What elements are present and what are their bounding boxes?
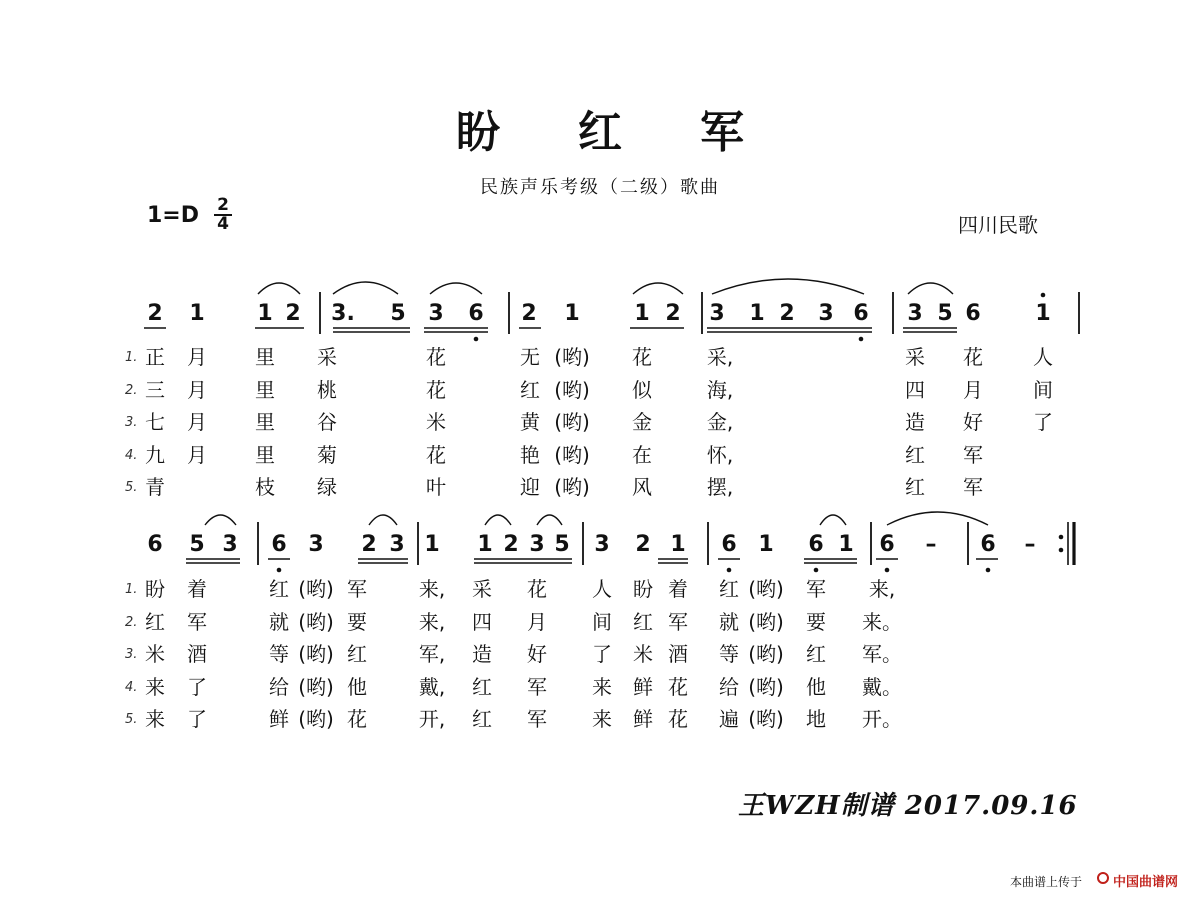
lyric-syllable: 红	[905, 475, 925, 499]
verse-number: 5.	[125, 712, 138, 727]
upload-notice: 本曲谱上传于	[1010, 875, 1083, 889]
lyric-syllable: (哟)	[554, 410, 590, 434]
lyric-syllable: 鲜	[633, 674, 653, 699]
note-6: 5	[390, 301, 406, 326]
note-19: 1	[838, 532, 854, 557]
lyric-syllable: 好	[963, 410, 983, 434]
lyric-syllable: 三	[145, 377, 165, 402]
note-13: 3	[594, 532, 610, 557]
lyric-syllable: 四	[472, 609, 492, 634]
note-5: 3	[308, 532, 324, 557]
lyric-syllable: 里	[255, 345, 275, 369]
low-octave-dot	[474, 337, 479, 342]
repeat-dot	[1059, 548, 1064, 553]
note-1: 2	[147, 301, 163, 326]
slur	[333, 282, 398, 294]
lyric-syllable: 红	[472, 707, 492, 731]
lyric-syllable: 迎	[520, 475, 540, 499]
lyric-syllable: 叶	[426, 475, 446, 499]
lyric-syllable: 无	[520, 345, 540, 369]
lyric-syllable: 花	[668, 707, 688, 731]
lyric-syllable: 花	[426, 345, 446, 369]
lyric-syllable: 他	[347, 674, 367, 699]
lyric-syllable: 等	[269, 642, 289, 666]
note-18: 6	[808, 532, 824, 557]
note-16: 6	[721, 532, 737, 557]
verse-number: 5.	[125, 480, 138, 495]
lyric-syllable: 花	[426, 442, 446, 467]
time-signature-bottom: 4	[217, 214, 229, 234]
lyric-syllable: 人	[1033, 345, 1053, 369]
low-octave-dot	[986, 568, 991, 573]
lyric-syllable: 要	[806, 609, 826, 634]
lyric-syllable: 了	[1033, 410, 1053, 434]
slur	[430, 283, 482, 294]
lyric-syllable: 军	[347, 577, 367, 601]
lyric-syllable: 摆,	[706, 475, 734, 499]
note-1: 6	[147, 532, 163, 557]
repeat-dot	[1059, 535, 1064, 540]
note-3: 3	[222, 532, 238, 557]
verse-number: 3.	[125, 647, 138, 662]
high-octave-dot	[1041, 293, 1046, 298]
lyric-syllable: 采	[317, 345, 337, 369]
note-2: 1	[189, 301, 205, 326]
lyric-syllable: 鲜	[269, 707, 289, 731]
lyric-syllable: 军。	[862, 642, 902, 666]
lyric-syllable: 九	[145, 442, 165, 467]
lyric-syllable: 正	[145, 345, 165, 369]
lyric-syllable: 来,	[418, 577, 446, 601]
note-12: 2	[665, 301, 681, 326]
slur	[908, 283, 953, 294]
note-10: 2	[503, 532, 519, 557]
note-11: 1	[634, 301, 650, 326]
arranger-credit: 王WZH制谱 2017.09.16	[738, 791, 1078, 821]
lyric-syllable: (哟)	[298, 642, 334, 666]
lyric-syllable: 枝	[255, 475, 275, 499]
lyric-syllable: 红	[520, 377, 540, 402]
note-16: 3	[818, 301, 834, 326]
note-8: 6	[468, 301, 484, 326]
time-signature-top: 2	[217, 195, 229, 215]
lyric-syllable: (哟)	[748, 577, 784, 601]
slur	[712, 279, 864, 294]
site-name[interactable]: 中国曲谱网	[1113, 875, 1179, 890]
lyric-syllable: 来。	[862, 609, 902, 634]
lyric-syllable: 桃	[317, 377, 337, 402]
lyric-syllable: 红	[145, 609, 165, 634]
note-5: 3.	[331, 301, 355, 326]
lyric-syllable: 谷	[317, 410, 337, 434]
lyric-syllable: 军,	[418, 642, 446, 666]
lyric-syllable: 红	[806, 642, 826, 666]
lyric-syllable: 里	[255, 410, 275, 434]
lyric-syllable: 酒	[668, 642, 688, 666]
lyric-syllable: 七	[145, 410, 165, 434]
lyric-syllable: 军	[963, 475, 983, 499]
lyric-syllable: 等	[719, 642, 739, 666]
lyric-syllable: 戴,	[418, 674, 446, 699]
note-21: –	[925, 532, 937, 557]
lyric-syllable: 月	[527, 609, 547, 634]
lyric-syllable: 月	[187, 377, 207, 402]
lyric-syllable: 造	[905, 410, 925, 434]
lyric-syllable: 开。	[862, 707, 902, 731]
lyric-syllable: 鲜	[633, 707, 653, 731]
note-12: 5	[554, 532, 570, 557]
note-9: 1	[477, 532, 493, 557]
lyric-syllable: 着	[668, 577, 688, 601]
verse-number: 2.	[125, 614, 138, 630]
lyric-syllable: 四	[905, 377, 925, 402]
lyric-syllable: 金,	[706, 410, 734, 434]
lyric-syllable: (哟)	[554, 442, 590, 467]
lyric-syllable: 米	[145, 642, 165, 666]
lyric-syllable: 风	[632, 475, 652, 499]
lyric-syllable: 菊	[317, 442, 337, 467]
lyric-syllable: 月	[963, 377, 983, 402]
lyric-syllable: (哟)	[748, 707, 784, 731]
song-origin: 四川民歌	[958, 213, 1038, 237]
slur	[205, 515, 236, 525]
note-4: 6	[271, 532, 287, 557]
note-10: 1	[564, 301, 580, 326]
lyric-syllable: 花	[668, 674, 688, 699]
verse-number: 4.	[125, 447, 138, 463]
lyric-syllable: 红	[472, 674, 492, 699]
verse-number: 1.	[125, 350, 138, 365]
low-octave-dot	[814, 568, 819, 573]
lyric-syllable: 米	[426, 410, 446, 434]
note-7: 3	[428, 301, 444, 326]
lyric-syllable: 来	[145, 674, 165, 699]
note-4: 2	[285, 301, 301, 326]
lyric-syllable: 青	[145, 475, 165, 499]
lyric-syllable: 红	[633, 609, 653, 634]
note-17: 6	[853, 301, 869, 326]
note-17: 1	[758, 532, 774, 557]
lyric-syllable: 月	[187, 410, 207, 434]
lyric-syllable: 了	[187, 674, 207, 699]
lyric-syllable: 花	[426, 377, 446, 402]
low-octave-dot	[727, 568, 732, 573]
lyric-syllable: (哟)	[298, 609, 334, 634]
lyric-syllable: 了	[592, 642, 612, 666]
note-15: 1	[670, 532, 686, 557]
note-20: 6	[879, 532, 895, 557]
note-14: 2	[635, 532, 651, 557]
slur	[633, 283, 683, 294]
slur	[485, 515, 511, 525]
lyric-syllable: 金	[632, 410, 652, 434]
lyric-syllable: 军	[527, 707, 547, 731]
verse-number: 2.	[125, 382, 138, 398]
lyric-syllable: 绿	[317, 475, 337, 499]
verse-number: 3.	[125, 415, 138, 430]
lyric-syllable: (哟)	[298, 577, 334, 601]
lyric-syllable: 怀,	[706, 442, 734, 467]
lyric-syllable: (哟)	[748, 674, 784, 699]
lyric-syllable: 给	[719, 674, 739, 699]
lyric-syllable: 花	[632, 345, 652, 369]
lyric-syllable: 就	[269, 609, 289, 634]
lyric-syllable: 采	[472, 577, 492, 601]
lyric-syllable: 黄	[520, 410, 540, 434]
lyric-syllable: 来,	[418, 609, 446, 634]
lyric-syllable: 来	[145, 707, 165, 731]
lyric-syllable: (哟)	[748, 609, 784, 634]
slur	[258, 283, 300, 294]
note-15: 2	[779, 301, 795, 326]
lyric-syllable: 酒	[187, 642, 207, 666]
lyric-syllable: (哟)	[554, 345, 590, 369]
low-octave-dot	[277, 568, 282, 573]
lyric-syllable: 月	[187, 442, 207, 467]
lyric-syllable: 似	[632, 377, 652, 402]
lyric-syllable: 地	[806, 707, 826, 731]
lyric-syllable: (哟)	[554, 377, 590, 402]
song-subtitle: 民族声乐考级（二级）歌曲	[480, 177, 720, 198]
lyric-syllable: 好	[527, 642, 547, 666]
lyric-syllable: 开,	[418, 707, 446, 731]
site-logo-icon	[1097, 872, 1109, 884]
slur	[537, 515, 562, 525]
note-8: 1	[424, 532, 440, 557]
lyric-syllable: 盼	[145, 577, 165, 601]
lyric-syllable: 采,	[706, 345, 734, 369]
note-7: 3	[389, 532, 405, 557]
lyric-syllable: 来,	[868, 577, 896, 601]
note-3: 1	[257, 301, 273, 326]
lyric-syllable: 艳	[520, 442, 540, 467]
lyric-syllable: 军	[187, 609, 207, 634]
lyric-syllable: 采	[905, 345, 925, 369]
lyric-syllable: 里	[255, 442, 275, 467]
lyric-syllable: 花	[963, 345, 983, 369]
note-2: 5	[189, 532, 205, 557]
slur	[887, 512, 988, 525]
low-octave-dot	[885, 568, 890, 573]
lyric-syllable: 戴。	[862, 674, 902, 699]
lyric-syllable: 红	[269, 577, 289, 601]
lyric-syllable: 军	[806, 577, 826, 601]
lyric-syllable: 间	[592, 609, 612, 634]
lyric-syllable: 就	[719, 609, 739, 634]
verse-number: 4.	[125, 679, 138, 695]
lyric-syllable: 红	[347, 642, 367, 666]
lyric-syllable: 在	[632, 442, 652, 467]
note-23: –	[1024, 532, 1036, 557]
key-signature: 1=D	[147, 203, 200, 228]
note-6: 2	[361, 532, 377, 557]
lyric-syllable: 红	[905, 442, 925, 467]
lyric-syllable: 人	[592, 577, 612, 601]
note-14: 1	[749, 301, 765, 326]
lyric-syllable: 里	[255, 377, 275, 402]
lyric-syllable: 米	[633, 642, 653, 666]
lyric-syllable: 来	[592, 674, 612, 699]
slur	[820, 515, 846, 525]
lyric-syllable: 要	[347, 609, 367, 634]
lyric-syllable: 红	[719, 577, 739, 601]
lyric-syllable: 着	[187, 577, 207, 601]
note-21: 1	[1035, 301, 1051, 326]
lyric-syllable: 来	[592, 707, 612, 731]
note-22: 6	[980, 532, 996, 557]
note-19: 5	[937, 301, 953, 326]
lyric-syllable: 间	[1033, 377, 1053, 402]
lyric-syllable: 军	[963, 442, 983, 467]
lyric-syllable: 军	[527, 674, 547, 699]
lyric-syllable: 了	[187, 707, 207, 731]
lyric-syllable: 他	[806, 674, 826, 699]
lyric-syllable: 军	[668, 609, 688, 634]
lyric-syllable: 造	[472, 642, 492, 666]
lyric-syllable: (哟)	[298, 707, 334, 731]
note-11: 3	[529, 532, 545, 557]
lyric-syllable: (哟)	[298, 674, 334, 699]
note-20: 6	[965, 301, 981, 326]
note-9: 2	[521, 301, 537, 326]
note-18: 3	[907, 301, 923, 326]
lyric-syllable: 月	[187, 345, 207, 369]
lyric-syllable: 花	[527, 577, 547, 601]
lyric-syllable: (哟)	[554, 475, 590, 499]
lyric-syllable: (哟)	[748, 642, 784, 666]
song-title: 盼红军	[456, 107, 822, 158]
lyric-syllable: 海,	[706, 377, 734, 402]
note-13: 3	[709, 301, 725, 326]
slur	[369, 515, 397, 525]
low-octave-dot	[859, 337, 864, 342]
lyric-syllable: 盼	[633, 577, 653, 601]
lyric-syllable: 花	[347, 707, 367, 731]
verse-number: 1.	[125, 582, 138, 597]
lyric-syllable: 给	[269, 674, 289, 699]
lyric-syllable: 遍	[719, 707, 739, 731]
